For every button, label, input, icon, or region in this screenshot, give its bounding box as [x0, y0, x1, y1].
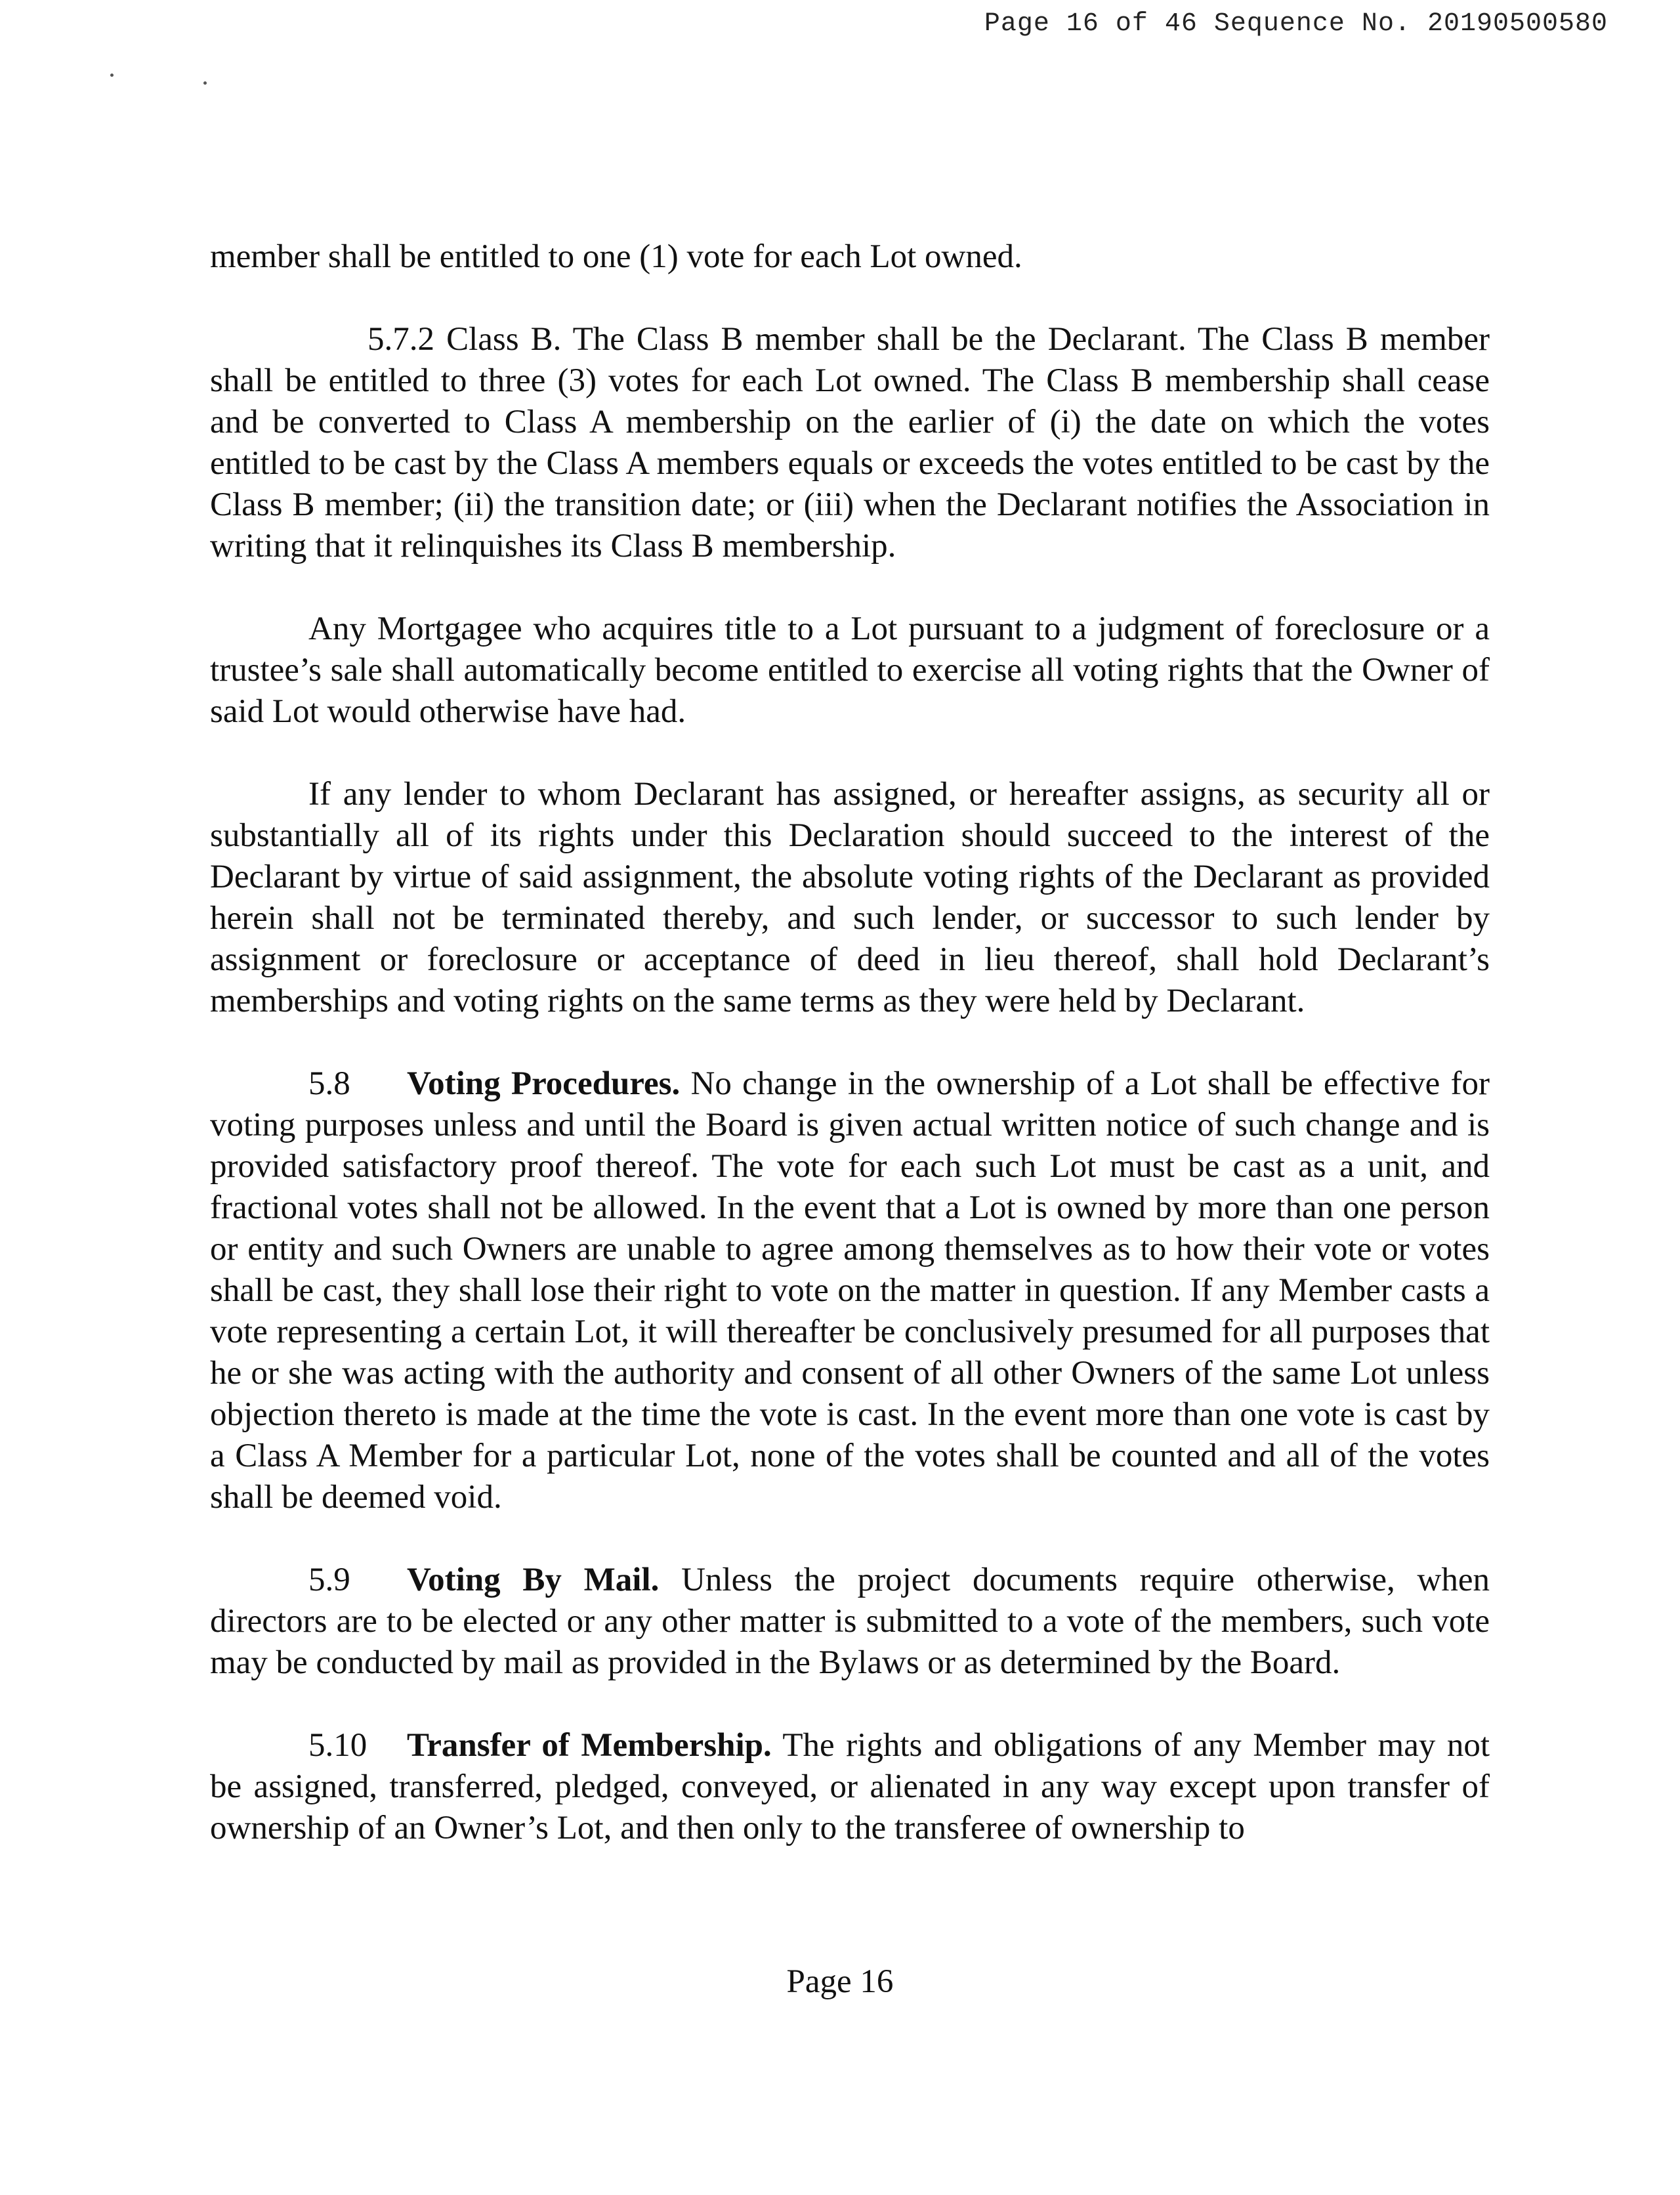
document-body [210, 236, 1490, 1890]
paragraph-continuation: member shall be entitled to one (1) vote for each Lot owned. [210, 238, 1022, 275]
section-title: Transfer of Membership. [407, 1727, 772, 1764]
section-number: 5.10 [308, 1727, 368, 1764]
paragraph-class-b: 5.7.2 Class B. The Class B member shall be the Declarant. The Class B member shall be entitled to three (3) votes for each Lot owned. The Class B membership shall cease and be converted to Class A membership on the earlier of (i) the date on which the votes entitled to be cast by the Class A members equals or exceeds the votes entitled to be cast by the Class B member; (ii) the transition date; or (iii) when the Declarant notifies the Association in writing that it relinquishes its Class B membership. [210, 321, 1490, 565]
section-body: No change in the ownership of a Lot shall be effective for voting purposes unless and until the Board is given actual written notice of such change and is provided satisfactory proof thereof. The vote for each such Lot must be cast as a unit, and fractional votes shall not be allowed. In the event that a Lot is owned by more than one person or entity and such Owners are unable to agree among themselves as to how their vote or votes shall be cast, they shall lose their right to vote on the matter in question. If any Member casts a vote representing a certain Lot, it will thereafter be conclusively presumed for all purposes that he or she was acting with the authority and consent of all other Owners of the same Lot unless objection thereto is made at the time the vote is cast. In the event more than one vote is cast by a Class A Member for a particular Lot, none of the votes shall be counted and all of the votes shall be deemed void. [210, 1065, 1490, 1516]
section-5-9 [210, 1560, 1490, 1684]
sequence-header: Page 16 of 46 Sequence No. 20190500580 [984, 9, 1608, 39]
section-number: 5.8 [308, 1065, 350, 1102]
section-title: Voting Procedures. [407, 1065, 681, 1102]
scan-speck [110, 74, 114, 77]
paragraph-lender: If any lender to whom Declarant has assigned, or hereafter assigns, as security all or substantially all of its rights under this Declaration should succeed to the interest of the Declarant by virtue of said assignment, the absolute voting rights of the Declarant as provided herein shall not be terminated thereby, and such lender, or successor to such lender by assignment or foreclosure or acceptance of deed in lieu thereof, shall hold Declarant’s memberships and voting rights on the same terms as they were held by Declarant. [210, 776, 1490, 1019]
page-number-footer: Page 16 [786, 1963, 894, 2000]
section-body: Unless the project documents require otherwise, when directors are to be elected or any other matter is submitted to a vote of the members, such vote may be conducted by mail as provided in the Bylaws or as determined by the Board. [210, 1562, 1490, 1681]
section-title: Voting By Mail. [407, 1562, 660, 1598]
section-body: The rights and obligations of any Member may not be assigned, transferred, pledged, conveyed, or alienated in any way except upon transfer of ownership of an Owner’s Lot, and then only to the transferee of ownership to [210, 1727, 1490, 1846]
section-number: 5.9 [308, 1562, 350, 1598]
paragraph-mortgagee: Any Mortgagee who acquires title to a Lot pursuant to a judgment of foreclosure or a trustee’s sale shall automatically become entitled to exercise all voting rights that the Owner of said Lot would otherwise have had. [210, 610, 1490, 730]
section-5-10 [210, 1725, 1490, 1849]
scan-speck [203, 81, 207, 85]
section-5-8 [210, 1063, 1490, 1518]
